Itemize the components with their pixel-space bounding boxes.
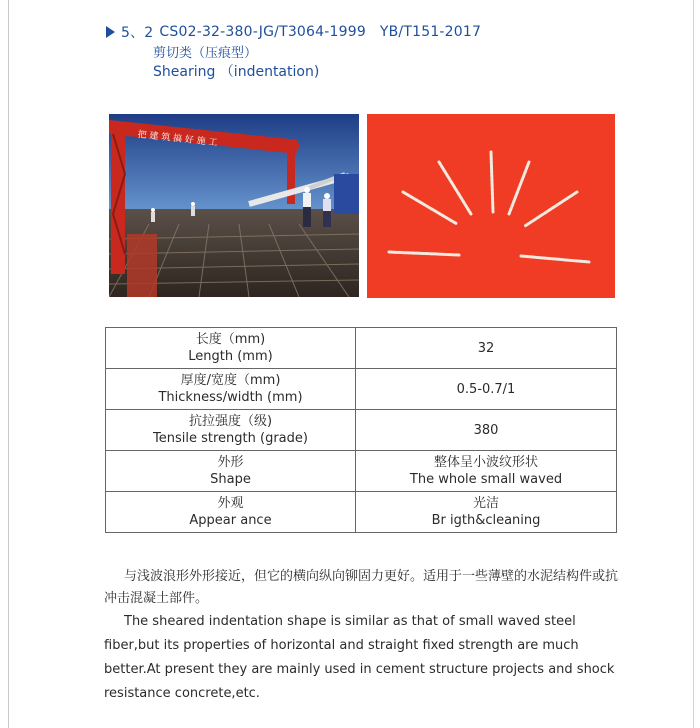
spec-label-cell (106, 328, 356, 369)
spec-value-cn: 光洁 (472, 496, 499, 511)
steel-fiber-photo (367, 114, 615, 298)
page-edge-right (693, 0, 694, 728)
spec-value-cn: 整体呈小波纹形状 (433, 455, 538, 470)
spec-value-en: The whole small waved (409, 472, 563, 487)
spec-value-en: 32 (477, 340, 495, 356)
spec-label-en: Shape (210, 472, 251, 487)
spec-table (105, 327, 617, 533)
spec-label-cn: 外形 (217, 455, 244, 470)
spec-value-en: 0.5-0.7/1 (456, 381, 516, 397)
spec-value-en: 380 (473, 422, 499, 438)
spec-label-en: Appear ance (189, 513, 272, 528)
spec-label-cell (106, 492, 356, 533)
spec-label-cell (106, 451, 356, 492)
section-code: CS02-32-380-JG/T3064-1999 YB/T151-2017 (159, 24, 482, 40)
construction-site-photo (109, 114, 359, 297)
description-en: The sheared indentation shape is similar as that of small waved steel fiber,but its properties of horizontal and straight fixed strength are much better.At present they are mainly used in cement structure projects and shock resistance concrete,etc. (104, 614, 615, 701)
section-code-line (106, 22, 481, 42)
table-row (106, 328, 617, 369)
crane-sign-text: 把 建 筑 搞 好 施 工 (137, 130, 218, 149)
steel-fiber-illustration (367, 114, 615, 298)
table-row (106, 451, 617, 492)
spec-value-cell (356, 410, 617, 451)
spec-label-en: Thickness/width (mm) (158, 390, 303, 405)
spec-value-cell (356, 451, 617, 492)
spec-value-cell (356, 328, 617, 369)
spec-label-en: Tensile strength (grade) (153, 431, 308, 446)
description-cn: 与浅波浪形外形接近，但它的横向纵向铆固力更好。适用于一些薄壁的水泥结构件或抗冲击混凝土部件。 (104, 569, 619, 606)
spec-label-cn: 厚度/宽度（mm) (180, 373, 281, 388)
table-row (106, 369, 617, 410)
spec-value-cell (356, 369, 617, 410)
spec-label-en: Length (mm) (188, 349, 273, 364)
spec-label-cell (106, 410, 356, 451)
table-row (106, 492, 617, 533)
spec-label-cn: 抗拉强度（级) (188, 414, 273, 429)
section-title-en: Shearing （indentation) (153, 64, 320, 80)
spec-label-cn: 长度（mm) (195, 332, 266, 347)
section-number: 5、2 (121, 25, 154, 41)
spec-label-cn: 外观 (217, 496, 244, 511)
section-title-cn: 剪切类（压痕型） (153, 46, 258, 61)
spec-value-cell (356, 492, 617, 533)
spec-label-cell (106, 369, 356, 410)
section-header (106, 22, 482, 80)
page-edge-left (8, 0, 9, 728)
spec-value-en: Br igth&cleaning (431, 513, 541, 528)
table-row (106, 410, 617, 451)
construction-site-illustration (109, 114, 359, 297)
triangle-bullet-icon (106, 26, 115, 38)
